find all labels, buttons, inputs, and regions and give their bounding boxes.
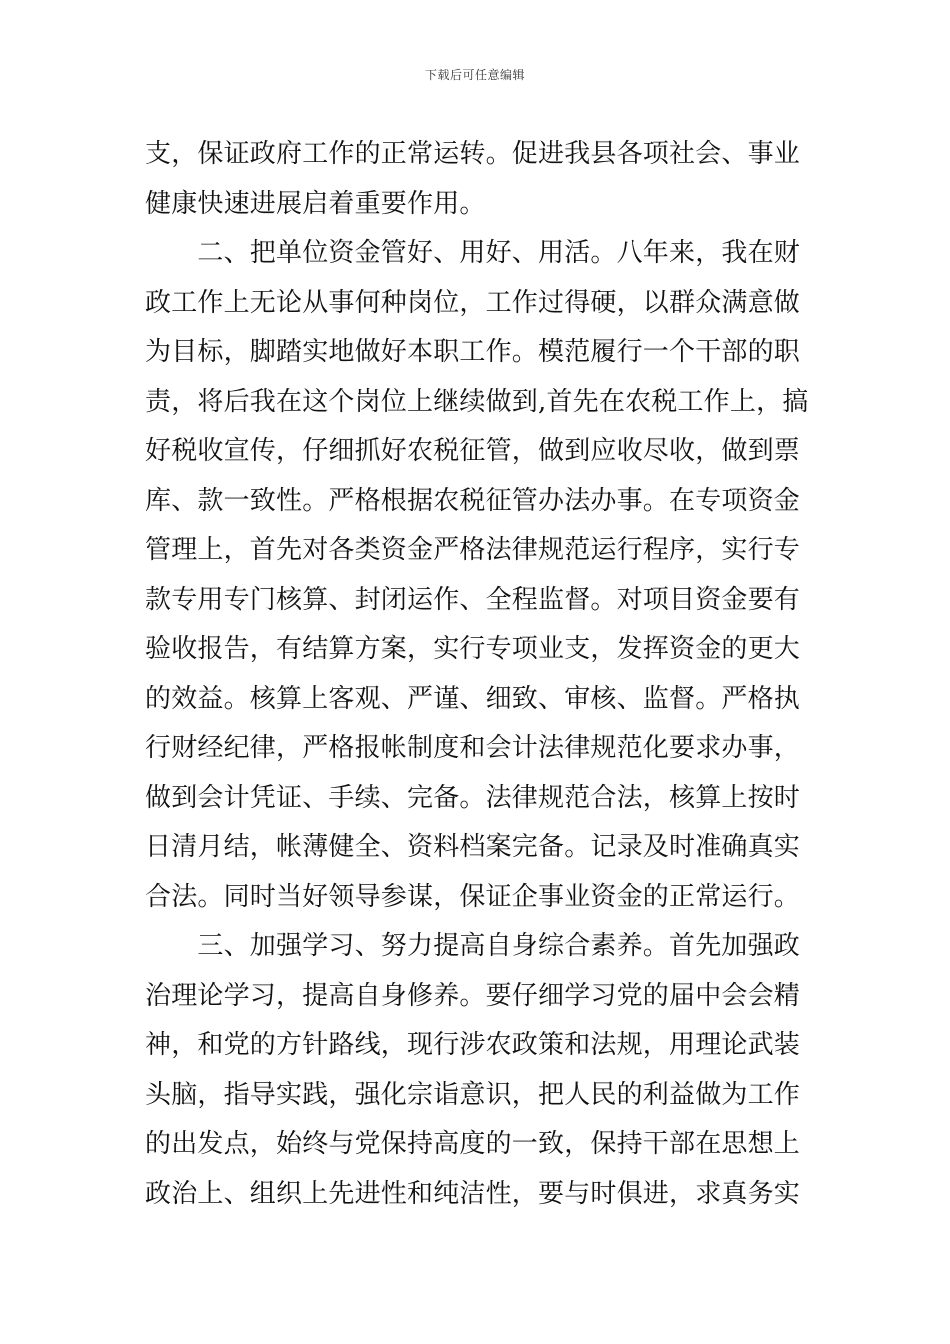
- text-line: 验收报告，有结算方案，实行专项业支，发挥资金的更大: [145, 634, 801, 664]
- text-line: 为目标，脚踏实地做好本职工作。模范履行一个干部的职: [145, 337, 801, 367]
- text-line: 神，和党的方针路线，现行涉农政策和法规，用理论武装: [145, 1030, 801, 1060]
- text-line: 合法。同时当好领导参谋，保证企事业资金的正常运行。: [145, 881, 801, 912]
- body-text: [145, 130, 811, 1219]
- text-line: 三、加强学习、努力提高自身综合素养。首先加强政: [145, 931, 801, 961]
- text-line: 管理上，首先对各类资金严格法律规范运行程序，实行专: [145, 535, 801, 565]
- text-line: 头脑，指导实践，强化宗诣意识，把人民的利益做为工作: [145, 1079, 801, 1110]
- text-line: 日清月结，帐薄健全、资料档案完备。记录及时准确真实: [145, 832, 801, 862]
- text-line: 行财经纪律，严格报帐制度和会计法律规范化要求办事，: [145, 733, 801, 763]
- text-line: 政工作上无论从事何种岗位，工作过得硬，以群众满意做: [145, 287, 801, 318]
- text-line: 的出发点，始终与党保持高度的一致，保持干部在思想上: [145, 1129, 801, 1159]
- text-line: 治理论学习，提高自身修养。要仔细学习党的届中会会精: [145, 980, 801, 1011]
- text-line: 责，将后我在这个岗位上继续做到,首先在农税工作上，搞: [145, 386, 809, 417]
- text-line: 好税收宣传，仔细抓好农税征管，做到应收尽收，做到票: [145, 436, 801, 466]
- text-line: 做到会计凭证、手续、完备。法律规范合法，核算上按时: [145, 782, 801, 813]
- page-header: 下载后可任意编辑: [424, 68, 525, 82]
- text-line: 款专用专门核算、封闭运作、全程监督。对项目资金要有: [145, 584, 801, 615]
- text-line: 健康快速进展启着重要作用。: [145, 188, 486, 219]
- text-line: 库、款一致性。严格根据农税征管办法办事。在专项资金: [145, 485, 801, 516]
- text-line: 支，保证政府工作的正常运转。促进我县各项社会、事业: [145, 139, 801, 169]
- text-line: 的效益。核算上客观、严谨、细致、审核、监督。严格执: [145, 683, 801, 714]
- text-line: 二、把单位资金管好、用好、用活。八年来，我在财: [145, 238, 801, 268]
- text-line: 政治上、组织上先进性和纯洁性，要与时俱进，求真务实: [145, 1178, 801, 1209]
